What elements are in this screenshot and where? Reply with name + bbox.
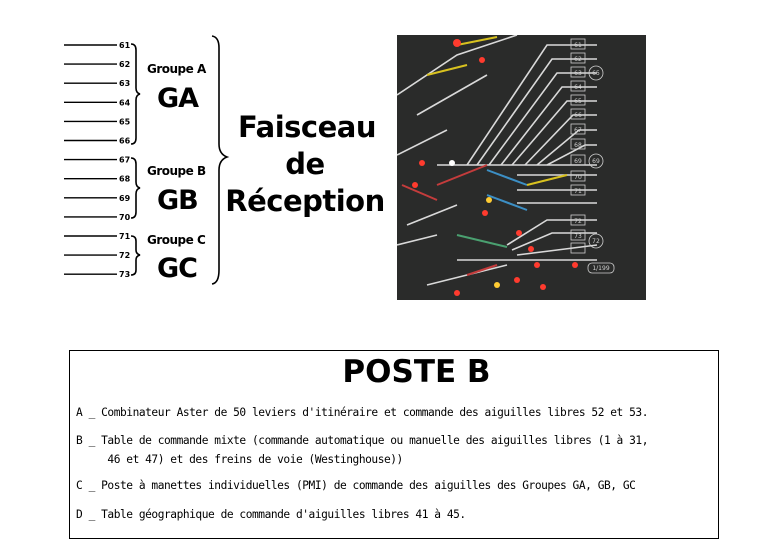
poste-item-c: C _ Poste à manettes individuelles (PMI) de commande des aiguilles des Groupes GA, GB, GC <box>76 479 636 492</box>
photo-label: 72 <box>592 238 600 245</box>
photo-label: 73 <box>574 233 582 240</box>
photo-label: 66 <box>574 112 582 119</box>
photo-label: 61 <box>574 42 582 49</box>
photo-label: 64 <box>574 84 582 91</box>
track-number: 73 <box>119 270 131 280</box>
faisceau-brace <box>212 36 227 284</box>
track-number: 69 <box>119 193 131 203</box>
photo-label: 69 <box>592 158 600 165</box>
track-number: 68 <box>119 174 131 184</box>
photo-label: 62 <box>574 56 582 63</box>
track-number: 70 <box>119 212 131 222</box>
faisceau-line-1: Faisceau <box>238 110 376 144</box>
photo-label: 69 <box>574 158 582 165</box>
group-a-brace <box>131 44 140 144</box>
photo-label: 65 <box>574 98 582 105</box>
group-b-label: Groupe B <box>147 164 206 178</box>
track-group-diagram <box>0 0 390 300</box>
photo-label: 63 <box>574 70 582 77</box>
photo-label: 65 <box>592 70 600 77</box>
poste-item-d: D _ Table géographique de commande d'aiguilles libres 41 à 45. <box>76 508 466 521</box>
photo-label: 1/199 <box>592 265 610 272</box>
track-number: 61 <box>119 41 131 50</box>
photo-label: 70 <box>574 174 582 181</box>
photo-label: 71 <box>574 188 582 195</box>
poste-title: POSTE B <box>342 354 491 390</box>
group-a-label: Groupe A <box>147 62 206 76</box>
group-a-code: GA <box>157 83 199 114</box>
control-panel-illustration <box>397 35 646 300</box>
group-c-code: GC <box>157 253 197 284</box>
photo-label: 67 <box>574 127 582 134</box>
group-b-code: GB <box>157 185 198 216</box>
poste-item-a: A _ Combinateur Aster de 50 leviers d'itinéraire et commande des aiguilles libres 52 et 53. <box>76 406 648 419</box>
track-number: 63 <box>119 79 131 89</box>
poste-item-b: B _ Table de commande mixte (commande automatique ou manuelle des aiguilles libres (1 à 31, <box>76 434 648 447</box>
track-number: 65 <box>119 117 131 127</box>
track-number: 66 <box>119 136 131 146</box>
track-number: 62 <box>119 60 131 70</box>
poste-b-legend <box>69 350 719 539</box>
group-c-brace <box>131 236 140 275</box>
track-number: 64 <box>119 98 131 108</box>
poste-item-b-continued: 46 et 47) et des freins de voie (Westinghouse)) <box>76 453 403 466</box>
track-number: 72 <box>119 251 131 261</box>
group-b-brace <box>131 158 140 218</box>
track-lines <box>64 41 131 279</box>
photo-label: 72 <box>574 218 582 225</box>
faisceau-line-3: Réception <box>225 184 385 218</box>
faisceau-line-2: de <box>285 147 325 181</box>
track-number: 67 <box>119 155 131 165</box>
control-panel-photo <box>397 35 646 300</box>
track-number: 71 <box>119 232 131 241</box>
photo-label: 68 <box>574 142 582 149</box>
group-c-label: Groupe C <box>147 233 206 247</box>
